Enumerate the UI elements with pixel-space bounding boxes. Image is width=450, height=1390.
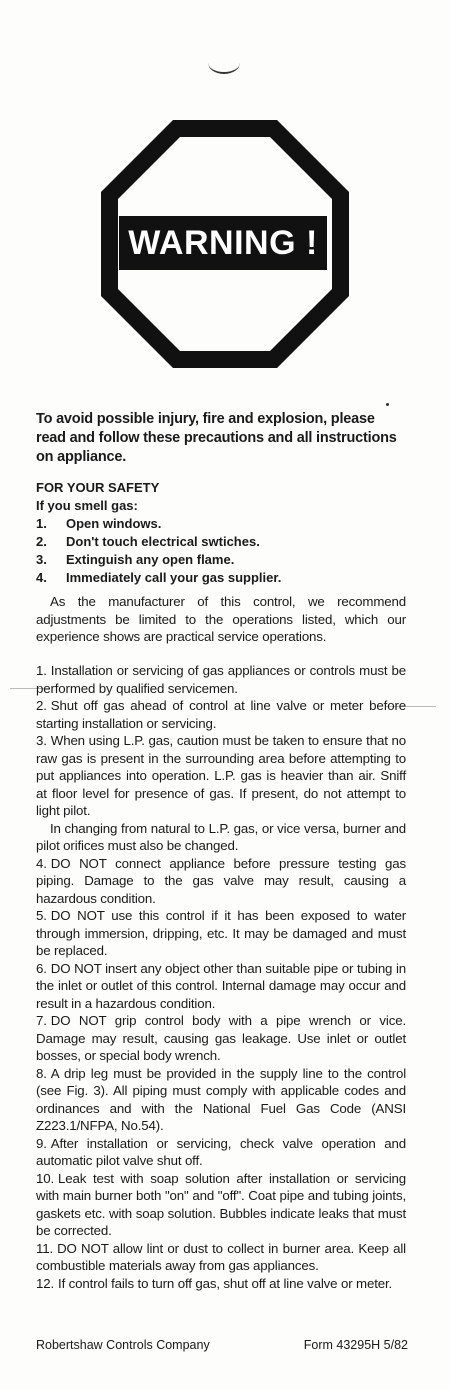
list-item: 7. DO NOT grip control body with a pipe wrench or vice. Damage may result, causing gas leakage. Use inlet or outlet bosses, or special body wrench.: [36, 1013, 406, 1063]
list-item: 11. DO NOT allow lint or dust to collect in burner area. Keep all combustible materials away from gas appliances.: [36, 1240, 406, 1273]
safety-section: [36, 479, 406, 587]
hang-hole: [208, 52, 240, 74]
footer: [36, 1338, 408, 1352]
list-item: 9. After installation or servicing, check valve operation and automatic pilot valve shut off.: [36, 1135, 406, 1168]
list-item: 2. Shut off gas ahead of control at line valve or meter before starting installation or servicing.: [36, 698, 406, 731]
safety-step: 1. Open windows.: [36, 516, 162, 531]
safety-step: 3. Extinguish any open flame.: [36, 552, 235, 567]
list-item: 10. Leak test with soap solution after installation or servicing with main burner both "on" and "off". Coat pipe and tubing joints, gaskets etc. with soap solution. Bubbles indicate leaks that must be corrected.: [36, 1170, 406, 1238]
safety-heading: FOR YOUR SAFETY: [36, 480, 160, 495]
form-number: Form 43295H 5/82: [303, 1338, 408, 1352]
company-name: Robertshaw Controls Company: [36, 1338, 210, 1352]
list-item: 5. DO NOT use this control if it has been exposed to water through immersion, dripping, etc. It may be damaged and must be replaced.: [36, 908, 406, 958]
safety-step: 2. Don't touch electrical swtiches.: [36, 534, 260, 549]
list-item: 6. DO NOT insert any object other than suitable pipe or tubing in the inlet or outlet of this control. Internal damage may occur and result in a hazardous condition.: [36, 960, 406, 1011]
safety-subheading: If you smell gas:: [36, 498, 138, 513]
safety-step: 4. Immediately call your gas supplier.: [36, 570, 282, 585]
list-item: 12. If control fails to turn off gas, shut off at line valve or meter.: [36, 1275, 393, 1291]
speck: [386, 403, 389, 406]
list-item: 1. Installation or servicing of gas appliances or controls must be performed by qualified servicemen.: [36, 663, 406, 696]
manufacturer-note: As the manufacturer of this control, we recommend adjustments be limited to the operations listed, which our experience shows are practical service operations.: [36, 594, 406, 644]
list-item: 3. When using L.P. gas, caution must be taken to ensure that no raw gas is present in the surrounding area before attempting to put appliances into operation. L.P. gas is heavier than air. Sniff at floor level for presence of gas. If present, do not attempt to light pilot.: [36, 733, 406, 818]
intro-text: To avoid possible injury, fire and explosion, please read and follow these precautions and all instructions on appliance.: [36, 411, 397, 465]
list-item: 8. A drip leg must be provided in the supply line to the control (see Fig. 3). All piping must comply with applicable codes and ordinances and with the National Fuel Gas Code (ANSI Z223.1/NFPA, No.54).: [36, 1065, 406, 1133]
warning-banner: WARNING !: [119, 216, 327, 270]
precautions-list: [36, 662, 406, 1292]
list-item: In changing from natural to L.P. gas, or vice versa, burner and pilot orifices must also be changed.: [36, 820, 406, 853]
list-item: 4. DO NOT connect appliance before pressure testing gas piping. Damage to the gas valve may result, causing a hazardous condition.: [36, 855, 406, 906]
